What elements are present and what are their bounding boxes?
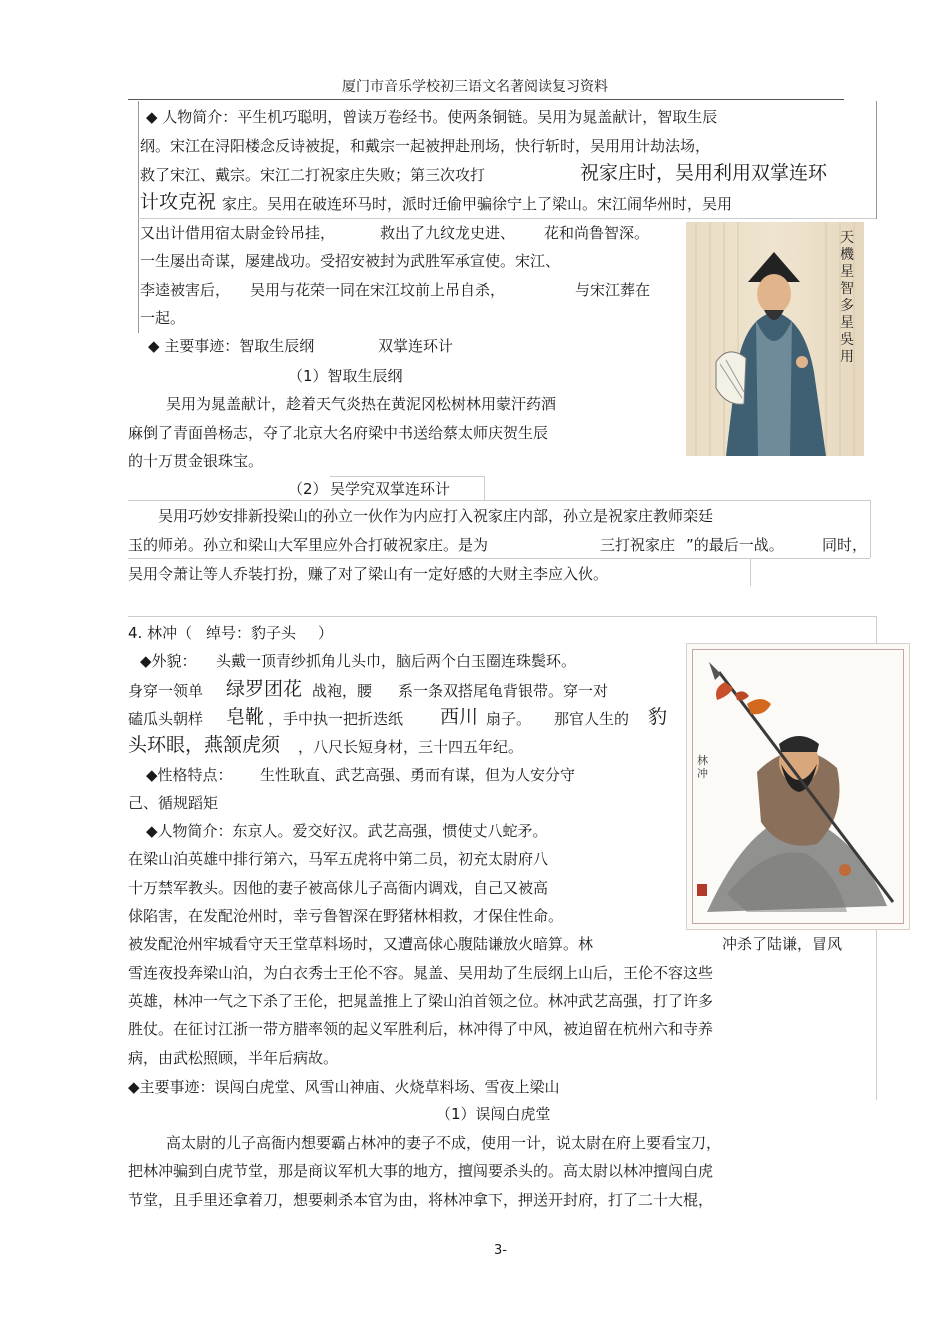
linchong-intro-line: 英雄，林冲一气之下杀了王伦，把晁盖推上了梁山泊首领之位。林冲武艺高强，打了许多 bbox=[128, 992, 714, 1010]
linchong-trait-line: 己、循规蹈矩 bbox=[128, 794, 219, 812]
sub2-box-right bbox=[870, 500, 871, 558]
linchong-intro-line: 俅陷害，在发配沧州时，幸亏鲁智深在野猪林相救，才保住性命。 bbox=[128, 907, 564, 925]
sub2-title-box bbox=[330, 476, 484, 477]
linchong-intro-line: 被发配沧州牢城看守天王堂草料场时，又遭高俅心腹陆谦放火暗算。林 bbox=[128, 935, 594, 953]
linchong-intro-line: ◆人物简介：东京人。爱交好汉。武艺高强，惯使丈八蛇矛。 bbox=[146, 822, 548, 840]
linchong-looks-emphasis: 绿罗团花 bbox=[226, 678, 303, 700]
box-right-border bbox=[876, 101, 877, 219]
linchong-looks-emphasis: 豹 bbox=[648, 706, 668, 728]
linchong-looks-line: 系一条双搭尾龟背银带。穿一对 bbox=[398, 682, 609, 700]
wuyong-portrait bbox=[686, 222, 864, 456]
wuyong-sub2-title: （2） bbox=[288, 480, 328, 498]
wuyong-deeds-title: 双掌连环计 bbox=[378, 337, 454, 355]
wuyong-intro-line: 与宋江葬在 bbox=[575, 281, 651, 299]
linchong-intro-line: 在梁山泊英雄中排行第六，马军五虎将中第二员，初充太尉府八 bbox=[128, 850, 549, 868]
linchong-sub1-text: 节堂，且手里还拿着刀，想要刺杀本官为由，将林冲拿下，押送开封府，打了二十大棍， bbox=[128, 1191, 714, 1209]
linchong-sub1-text: 高太尉的儿子高衙内想要霸占林冲的妻子不成，使用一计，说太尉在府上要看宝刀， bbox=[166, 1134, 722, 1152]
linchong-looks-line: 身穿一领单 bbox=[128, 682, 204, 700]
wuyong-intro-emphasis: 计攻克祝 bbox=[140, 191, 217, 213]
wuyong-sub2-text: 玉的师弟。孙立和梁山大军里应外合打破祝家庄。是为 bbox=[128, 536, 489, 554]
sub2-box-top bbox=[128, 500, 870, 501]
linchong-intro-line: 病，由武松照顾，半年后病故。 bbox=[128, 1049, 339, 1067]
linchong-heading-rule bbox=[128, 616, 876, 617]
wuyong-deeds-title: ◆ 主要事迹：智取生辰纲 bbox=[148, 337, 315, 355]
sub2-box-right2 bbox=[750, 558, 751, 586]
wuyong-intro-line: 李逵被害后， bbox=[140, 281, 231, 299]
page-header: 厦门市音乐学校初三语文名著阅读复习资料 bbox=[342, 79, 608, 95]
wuyong-sub2-title: 吴学究双掌连环计 bbox=[330, 480, 451, 498]
seal-stamp-icon bbox=[697, 884, 707, 896]
wuyong-portrait-caption: 天機星智多星吳用 bbox=[840, 230, 854, 365]
wuyong-sub1-text: 吴用为晁盖献计，趁着天气炎热在黄泥冈松树林用蒙汗药酒 bbox=[166, 395, 557, 413]
linchong-sub1-text: 把林冲骗到白虎节堂，那是商议军机大事的地方，擅闯要杀头的。高太尉以林冲擅闯白虎 bbox=[128, 1162, 714, 1180]
wuyong-intro-line: ◆ 人物简介：平生机巧聪明，曾读万卷经书。使两条铜链。吴用为晁盖献计，智取生辰 bbox=[146, 108, 718, 126]
wuyong-intro-line: 一生屡出奇谋，屡建战功。受招安被封为武胜军承宣使。宋江、 bbox=[140, 252, 561, 270]
wuyong-sub1-text: 的十万贯金银珠宝。 bbox=[128, 452, 264, 470]
linchong-portrait-caption: 林冲 bbox=[697, 754, 708, 780]
wuyong-sub2-text: 同时， bbox=[822, 536, 868, 554]
wuyong-intro-line: 救出了九纹龙史进、 bbox=[380, 224, 516, 242]
wuyong-sub1-text: 麻倒了青面兽杨志，夺了北京大名府梁中书送给蔡太师庆贺生辰 bbox=[128, 424, 549, 442]
linchong-looks-emphasis: 头环眼，燕颔虎须 bbox=[128, 734, 281, 756]
linchong-intro-line: 十万禁军教头。因他的妻子被高俅儿子高衙内调戏，自己又被高 bbox=[128, 879, 549, 897]
linchong-looks-line: 战袍，腰 bbox=[312, 682, 373, 700]
page-number: 3- bbox=[494, 1243, 507, 1258]
linchong-looks-line: ，手中执一把折迭纸 bbox=[268, 710, 404, 728]
wuyong-intro-line: 吴用与花荣一同在宋江坟前上吊自杀， bbox=[250, 281, 506, 299]
portrait-border bbox=[692, 649, 904, 924]
linchong-sub1-title: （1）误闯白虎堂 bbox=[436, 1105, 551, 1123]
wuyong-intro-line: 花和尚鲁智深。 bbox=[544, 224, 650, 242]
linchong-deeds-title: ◆主要事迹：误闯白虎堂、风雪山神庙、火烧草料场、雪夜上梁山 bbox=[128, 1078, 560, 1096]
linchong-looks-line: ，八尺长短身材，三十四五年纪。 bbox=[298, 738, 524, 756]
linchong-looks-emphasis: 西川 bbox=[440, 706, 479, 728]
linchong-looks-line: 扇子。 bbox=[486, 710, 532, 728]
linchong-looks-emphasis: 皂靴 bbox=[226, 706, 265, 728]
wuyong-figure-icon bbox=[686, 222, 864, 456]
wuyong-sub2-text: 吴用令萧让等人乔装打扮，赚了对了梁山有一定好感的大财主李应入伙。 bbox=[128, 565, 609, 583]
linchong-trait-line: ◆性格特点： bbox=[146, 766, 233, 784]
linchong-looks-line: ◆外貌： bbox=[140, 652, 197, 670]
wuyong-sub1-title: （1）智取生辰纲 bbox=[288, 367, 403, 385]
wuyong-sub2-text: 吴用巧妙安排新投梁山的孙立一伙作为内应打入祝家庄内部，孙立是祝家庄教师栾廷 bbox=[158, 507, 714, 525]
wuyong-sub2-text: ”的最后一战。 bbox=[686, 536, 784, 554]
linchong-trait-line: 生性耿直、武艺高强、勇而有谋，但为人安分守 bbox=[260, 766, 576, 784]
wuyong-sub2-text: 三打祝家庄 bbox=[600, 536, 676, 554]
box-bottom-border bbox=[138, 218, 876, 219]
wuyong-intro-line: 家庄。吴用在破连环马时，派时迁偷甲骗徐宁上了梁山。宋江闹华州时，吴用 bbox=[222, 195, 733, 213]
linchong-heading: 4. 林冲（ bbox=[128, 624, 193, 642]
linchong-intro-line: 胜仗。在征讨江浙一带方腊率领的起义军胜利后，林冲得了中风，被迫留在杭州六和寺养 bbox=[128, 1020, 714, 1038]
linchong-looks-line: 头戴一顶青纱抓角儿头巾，脑后两个白玉圈连珠鬓环。 bbox=[216, 652, 577, 670]
wuyong-intro-line: 又出计借用宿太尉金铃吊挂， bbox=[140, 224, 336, 242]
sub2-box-mid bbox=[128, 558, 870, 559]
wuyong-intro-line: 一起。 bbox=[140, 309, 186, 327]
linchong-intro-line: 雪连夜投奔梁山泊，为白衣秀士王伦不容。晁盖、吴用劫了生辰纲上山后，王伦不容这些 bbox=[128, 964, 714, 982]
sub2-title-box bbox=[484, 476, 485, 500]
linchong-intro-line: 冲杀了陆谦，冒风 bbox=[722, 935, 843, 953]
linchong-heading: ） bbox=[318, 624, 334, 642]
header-rule bbox=[128, 99, 844, 100]
box-left-border bbox=[138, 101, 139, 333]
linchong-looks-line: 那官人生的 bbox=[554, 710, 630, 728]
linchong-looks-line: 磕瓜头朝样 bbox=[128, 710, 204, 728]
linchong-portrait bbox=[686, 643, 910, 930]
linchong-heading: 绰号：豹子头 bbox=[206, 624, 297, 642]
wuyong-intro-line: 救了宋江、戴宗。宋江二打祝家庄失败；第三次攻打 bbox=[140, 166, 486, 184]
wuyong-intro-line: 纲。宋江在浔阳楼念反诗被捉，和戴宗一起被押赴刑场，快行斩时，吴用用计劫法场， bbox=[140, 137, 711, 155]
wuyong-intro-emphasis: 祝家庄时，吴用利用双掌连环 bbox=[580, 162, 828, 184]
